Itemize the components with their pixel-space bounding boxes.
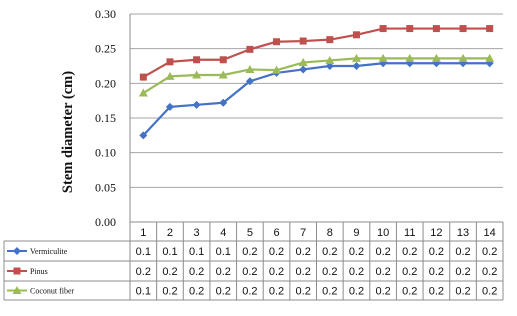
x-category-label: 7: [300, 227, 307, 239]
table-cell: 0.2: [215, 285, 231, 298]
x-category-label: 10: [376, 227, 390, 239]
data-point: [460, 25, 467, 32]
data-table: [4, 222, 503, 300]
legend-label: Coconut fiber: [30, 286, 75, 296]
data-point: [353, 31, 360, 38]
table-cell: 0.2: [455, 246, 471, 258]
x-category-label: 3: [193, 227, 200, 239]
legend-label: Pinus: [30, 267, 48, 276]
y-tick-label: 0.20: [95, 76, 116, 91]
table-cell: 0.2: [188, 266, 205, 278]
table-cell: 0.1: [162, 246, 178, 258]
x-category-label: 9: [353, 227, 360, 239]
data-point: [326, 36, 333, 43]
table-cell: 0.2: [375, 285, 391, 298]
table-cell: 0.2: [482, 266, 498, 278]
table-cell: 0.2: [428, 285, 445, 298]
table-cell: 0.2: [268, 246, 285, 258]
table-cell: 0.2: [322, 285, 338, 298]
table-cell: 0.1: [135, 246, 151, 258]
legend-label: Vermiculite: [30, 247, 68, 256]
table-cell: 0.2: [455, 266, 471, 278]
table-cell: 0.2: [348, 266, 365, 278]
series-lines: [139, 25, 494, 139]
y-tick-label: 0.30: [95, 7, 116, 21]
table-cell: 0.2: [242, 285, 258, 298]
table-cell: 0.2: [295, 285, 311, 298]
y-axis-ticks: [95, 7, 116, 229]
x-category-label: 11: [404, 227, 416, 239]
data-point: [299, 65, 307, 73]
y-axis-label: Stem diameter (cm): [60, 70, 76, 194]
table-cell: 0.1: [188, 246, 205, 258]
data-point: [220, 56, 227, 63]
x-category-label: 8: [326, 227, 333, 239]
y-tick-label: 0.00: [95, 215, 116, 229]
data-point: [486, 25, 493, 32]
table-cell: 0.2: [162, 266, 178, 278]
table-cell: 0.2: [375, 266, 391, 278]
table-cell: 0.2: [215, 266, 231, 278]
x-category-label: 12: [430, 227, 443, 239]
table-cell: 0.2: [268, 266, 285, 278]
table-cell: 0.2: [268, 285, 285, 298]
data-point: [14, 268, 21, 275]
x-category-label: 13: [456, 227, 470, 239]
table-cell: 0.2: [482, 246, 498, 258]
series-line: [143, 29, 489, 78]
data-point: [352, 62, 360, 70]
table-cell: 0.2: [402, 285, 418, 298]
table-cell: 0.2: [322, 266, 338, 278]
data-point: [193, 101, 201, 109]
data-point: [140, 74, 147, 81]
table-cell: 0.2: [402, 266, 418, 278]
table-cell: 0.2: [242, 246, 258, 258]
x-category-label: 1: [140, 227, 147, 239]
data-point: [13, 247, 21, 255]
x-category-label: 4: [220, 227, 227, 239]
data-point: [246, 46, 253, 53]
table-cell: 0.2: [295, 266, 311, 278]
y-tick-label: 0.15: [95, 111, 116, 125]
table-cell: 0.2: [348, 246, 365, 258]
table-cell: 0.2: [375, 246, 391, 258]
table-cell: 0.2: [295, 246, 311, 258]
legend-keys: [7, 247, 75, 296]
table-cell: 0.2: [162, 285, 178, 298]
y-tick-label: 0.05: [95, 180, 116, 195]
x-category-label: 2: [166, 227, 174, 239]
table-cell: 0.2: [188, 285, 205, 298]
table-cell: 0.2: [242, 266, 258, 278]
data-point: [406, 25, 413, 32]
table-cell: 0.1: [215, 246, 231, 258]
data-point: [433, 25, 440, 32]
data-point: [139, 89, 148, 97]
table-cell: 0.2: [455, 285, 471, 298]
table-cell: 0.2: [482, 285, 498, 298]
data-point: [380, 25, 387, 32]
table-cell: 0.2: [135, 266, 151, 278]
table-cell: 0.2: [348, 285, 365, 298]
gridlines: [130, 14, 503, 222]
x-category-label: 14: [483, 227, 496, 239]
data-point: [193, 56, 200, 63]
x-category-label: 5: [246, 227, 253, 239]
y-tick-label: 0.25: [95, 41, 116, 56]
table-cell: 0.2: [402, 246, 418, 258]
data-point: [300, 38, 307, 45]
table-cell: 0.1: [135, 285, 151, 298]
y-tick-label: 0.10: [95, 145, 116, 160]
x-category-label: 6: [273, 227, 280, 239]
table-cell: 0.2: [428, 246, 445, 258]
data-point: [273, 38, 280, 45]
table-cell: 0.2: [428, 266, 445, 278]
data-point: [166, 58, 173, 65]
table-cell: 0.2: [322, 246, 338, 258]
